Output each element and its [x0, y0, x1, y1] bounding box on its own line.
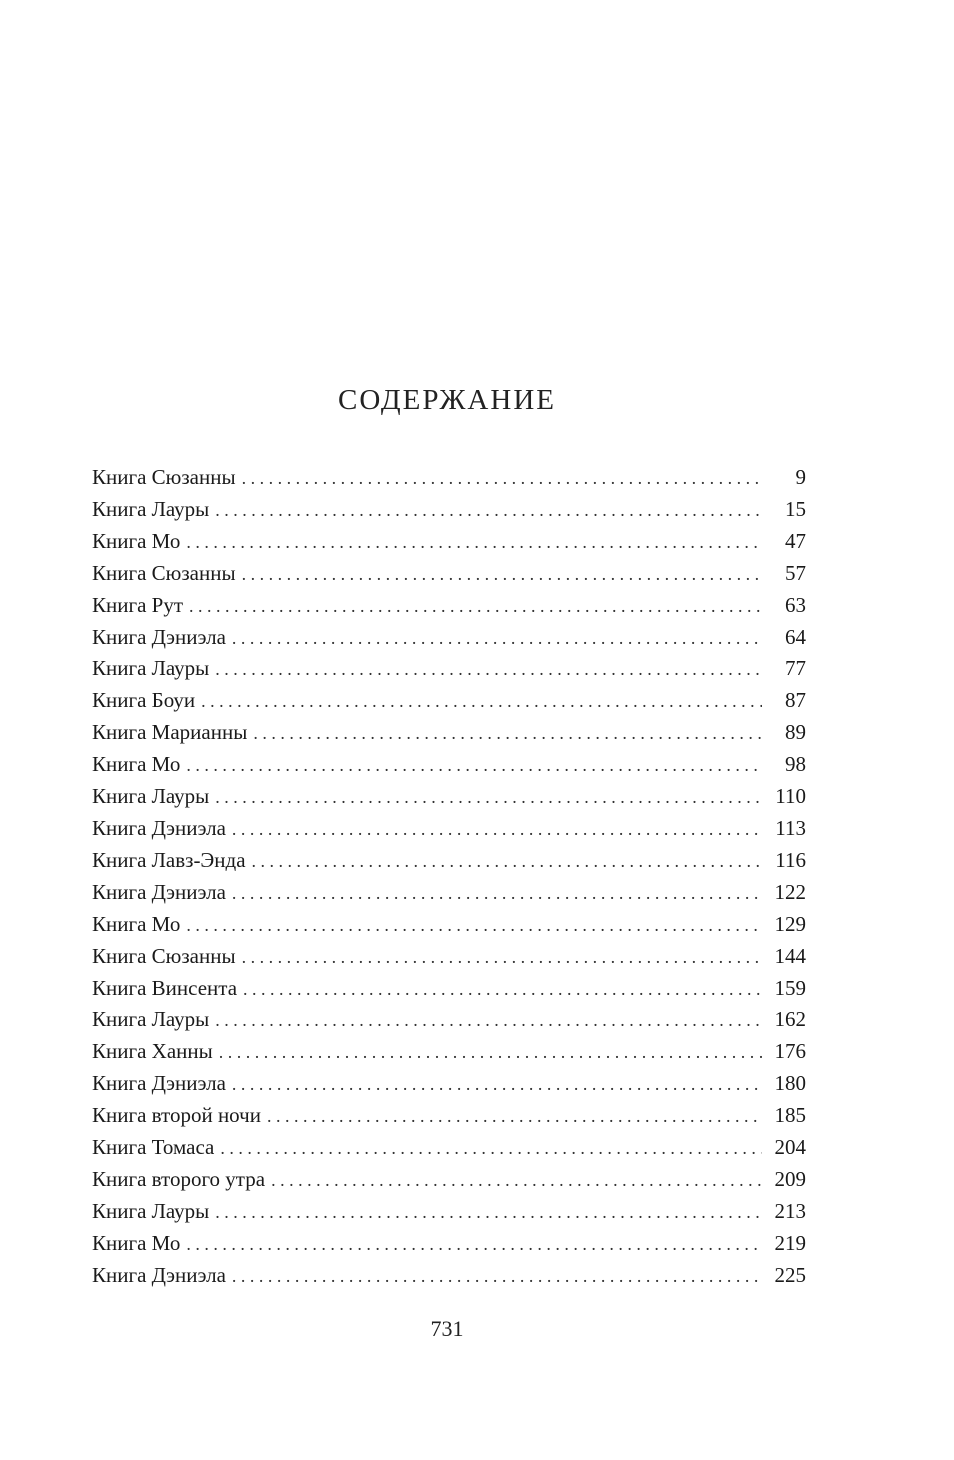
toc-entry-page: 176: [774, 1039, 806, 1064]
dot-leader: [215, 654, 762, 686]
toc-entry-page: 159: [774, 975, 806, 1000]
toc-entry-title: Книга Мо: [92, 911, 181, 936]
toc-entry-page: 77: [785, 656, 806, 681]
toc-entry-page: 64: [785, 624, 806, 649]
dot-leader: [242, 942, 762, 974]
toc-entry-page: 113: [775, 815, 806, 840]
toc-entry: [92, 781, 806, 813]
dot-leader: [232, 814, 762, 846]
toc-entry: [92, 1004, 806, 1036]
toc-entry-page: 87: [785, 688, 806, 713]
toc-entry-title: Книга второго утра: [92, 1166, 266, 1191]
dot-leader: [232, 1069, 762, 1101]
toc-entry-page: 204: [774, 1135, 806, 1160]
toc-entry: [92, 1260, 806, 1292]
toc-entry-page: 219: [774, 1230, 806, 1255]
toc-entry-page: 129: [774, 911, 806, 936]
toc-entry-title: Книга Сюзанны: [92, 465, 236, 489]
toc-entry-title: Книга Лауры: [92, 656, 210, 681]
toc-entry: [92, 622, 806, 654]
dot-leader: [219, 1037, 762, 1069]
toc-entry: [92, 462, 806, 494]
toc-entry-title: Книга Мо: [92, 752, 181, 777]
toc-entry-title: Книга Дэниэла: [92, 815, 226, 840]
toc-entry-title: Книга Лауры: [92, 784, 210, 809]
toc-entry-title: Книга Ханны: [92, 1039, 213, 1064]
dot-leader: [186, 750, 762, 782]
dot-leader: [186, 1229, 762, 1261]
toc-entry: [92, 1100, 806, 1132]
page-title: СОДЕРЖАНИЕ: [338, 384, 556, 416]
dot-leader: [186, 527, 762, 559]
toc-entry-title: Книга Мо: [92, 528, 181, 553]
toc-entry: [92, 685, 806, 717]
toc-entry-title: Книга Боуи: [92, 688, 196, 713]
toc-entry-page: 57: [785, 560, 806, 585]
toc-entry-page: 122: [774, 879, 806, 904]
toc-entry-title: Книга Томаса: [92, 1135, 215, 1160]
toc-entry-page: 98: [785, 752, 806, 777]
toc-entry-title: Книга Рут: [92, 592, 184, 617]
toc-entry: [92, 845, 806, 877]
toc-entry: [92, 909, 806, 941]
toc-entry-page: 116: [775, 847, 806, 872]
dot-leader: [232, 1261, 762, 1293]
dot-leader: [186, 910, 762, 942]
toc-entry-title: Книга Лавз-Энда: [92, 847, 246, 872]
toc-entry: [92, 653, 806, 685]
toc-entry-page: 225: [774, 1262, 806, 1287]
toc-entry: [92, 941, 806, 973]
toc-entry: [92, 558, 806, 590]
toc-entry-page: 180: [774, 1071, 806, 1096]
toc-entry: [92, 813, 806, 845]
dot-leader: [215, 1197, 762, 1229]
toc-entry: [92, 1036, 806, 1068]
toc-entry: [92, 749, 806, 781]
toc-entry-page: 209: [774, 1166, 806, 1191]
toc-entry-page: 162: [774, 1007, 806, 1032]
toc-entry-page: 144: [774, 943, 806, 968]
table-of-contents: [92, 462, 806, 1292]
dot-leader: [232, 878, 762, 910]
toc-entry: [92, 877, 806, 909]
toc-entry-title: Книга Дэниэла: [92, 879, 226, 904]
dot-leader: [215, 495, 762, 527]
toc-entry-title: Книга второй ночи: [92, 1103, 261, 1128]
toc-entry: [92, 1196, 806, 1228]
dot-leader: [220, 1133, 762, 1165]
dot-leader: [252, 846, 762, 878]
toc-entry-title: Книга Дэниэла: [92, 1262, 226, 1287]
toc-entry-title: Книга Сюзанны: [92, 943, 236, 968]
dot-leader: [243, 974, 762, 1006]
toc-entry-page: 63: [785, 592, 806, 617]
toc-entry-page: 15: [785, 496, 806, 521]
toc-entry-page: 213: [774, 1198, 806, 1223]
toc-entry-title: Книга Лауры: [92, 1198, 210, 1223]
toc-entry-page: 47: [785, 528, 806, 553]
dot-leader: [215, 1005, 762, 1037]
dot-leader: [215, 782, 762, 814]
dot-leader: [201, 686, 762, 718]
toc-entry: [92, 1132, 806, 1164]
toc-entry: [92, 1228, 806, 1260]
toc-entry-title: Книга Лауры: [92, 1007, 210, 1032]
dot-leader: [189, 591, 762, 623]
dot-leader: [232, 623, 762, 655]
toc-entry-title: Книга Винсента: [92, 975, 238, 1000]
toc-entry-page: 89: [785, 720, 806, 745]
toc-entry: [92, 1068, 806, 1100]
toc-entry: [92, 973, 806, 1005]
toc-entry: [92, 590, 806, 622]
toc-entry: [92, 494, 806, 526]
toc-entry-page: 110: [775, 784, 806, 809]
dot-leader: [242, 559, 762, 591]
toc-entry: [92, 526, 806, 558]
toc-entry-title: Книга Марианны: [92, 720, 248, 745]
page-number: 731: [430, 1316, 464, 1341]
toc-entry-page: 185: [774, 1103, 806, 1128]
dot-leader: [271, 1165, 762, 1197]
toc-entry-title: Книга Дэниэла: [92, 624, 226, 649]
toc-entry-title: Книга Мо: [92, 1230, 181, 1255]
dot-leader: [242, 463, 762, 495]
dot-leader: [253, 718, 762, 750]
toc-entry-page: 9: [795, 465, 806, 489]
toc-entry-title: Книга Дэниэла: [92, 1071, 226, 1096]
dot-leader: [267, 1101, 762, 1133]
toc-entry-title: Книга Лауры: [92, 496, 210, 521]
toc-entry: [92, 1164, 806, 1196]
toc-entry-title: Книга Сюзанны: [92, 560, 236, 585]
toc-entry: [92, 717, 806, 749]
